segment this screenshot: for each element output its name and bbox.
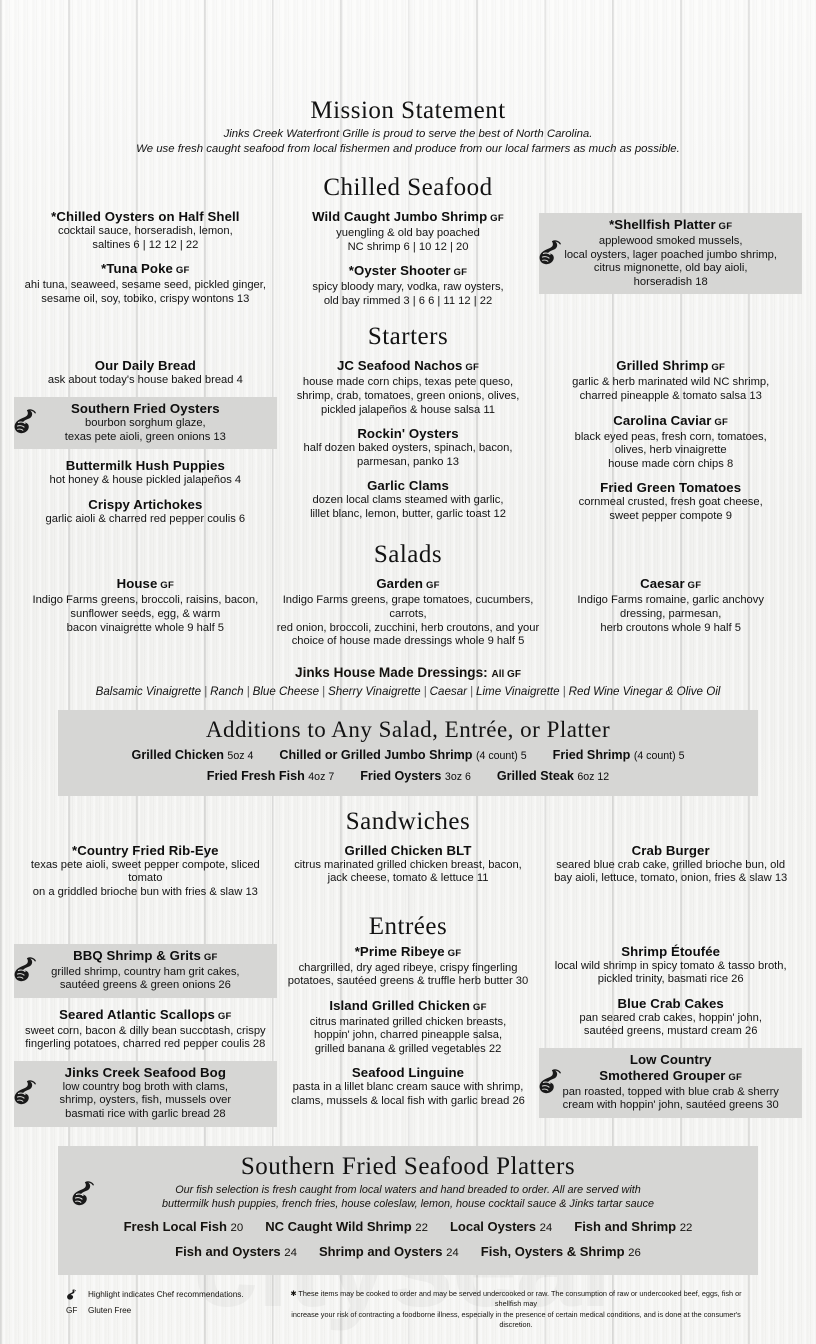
menu-item-name: Low Country Smothered Grouper GF [599, 1051, 743, 1083]
salads-col-right [539, 576, 802, 644]
menu-item-description: sweet corn, bacon & dilly bean succotash, crispy fingerling potatoes, charred red pepper coulis 28 [25, 1024, 266, 1051]
section-title-sandwiches: Sandwiches [345, 807, 471, 835]
menu-item-body [277, 358, 540, 417]
dressing-separator: | [246, 684, 250, 698]
menu-item-name: Grilled Chicken BLT [344, 842, 472, 858]
chilled-col-right [539, 209, 802, 303]
menu-item-name: *Prime Ribeye GF [354, 943, 462, 959]
chef-recommendation-shrimp-icon [70, 1180, 96, 1210]
menu-item-description: citrus marinated grilled chicken breast, bacon, jack cheese, tomato & lettuce 11 [294, 858, 522, 885]
addition-item [207, 769, 334, 783]
addition-price: 4 [247, 749, 254, 762]
platter-item [450, 1219, 552, 1234]
menu-item-name: Buttermilk Hush Puppies [65, 458, 225, 474]
dressing-separator: | [322, 684, 326, 698]
menu-item [539, 358, 802, 403]
dressing-separator: | [562, 684, 566, 698]
menu-item [277, 576, 540, 648]
chef-recommendation-shrimp-icon [12, 1079, 38, 1109]
menu-item [539, 1048, 802, 1118]
platters-title: Southern Fried Seafood Platters [240, 1152, 576, 1180]
addition-item [497, 769, 609, 783]
section-title-entrees: Entrées [368, 912, 448, 940]
menu-item-body [277, 944, 540, 989]
section-title-salads: Salads [373, 541, 443, 569]
menu-item-description: applewood smoked mussels, local oysters, lager poached jumbo shrimp, citrus mignonette, old bay aioli, horseradish 18 [564, 235, 778, 288]
sandwiches-col-center [277, 843, 540, 895]
menu-item-body [277, 843, 540, 886]
menu-item-name: Island Grilled Chicken GF [329, 997, 487, 1013]
platter-price: 24 [446, 1246, 459, 1259]
asterisk-icon: ✱ [290, 1288, 297, 1298]
menu-footer [66, 1289, 750, 1331]
platter-price: 22 [679, 1221, 693, 1234]
menu-item-body [539, 480, 802, 523]
dressings-heading-text: Jinks House Made Dressings: [295, 664, 488, 680]
dressing-option: Caesar [429, 684, 468, 698]
platter-item [265, 1219, 428, 1234]
addition-price: 5 [678, 749, 685, 762]
dressing-option: Lime Vinaigrette [476, 684, 560, 698]
salads-col-center [277, 576, 540, 657]
menu-item-body [277, 478, 540, 521]
menu-item-body [14, 358, 277, 388]
chef-recommendation-shrimp-icon [537, 239, 563, 269]
menu-item [277, 263, 540, 308]
menu-item-name: Crab Burger [631, 842, 710, 858]
platter-price: 24 [539, 1221, 553, 1234]
platter-item [124, 1219, 244, 1234]
menu-item-name: Rockin' Oysters [357, 426, 459, 442]
menu-item-name: Jinks Creek Seafood Bog [64, 1064, 226, 1080]
entrees-col-right [539, 944, 802, 1128]
starters-col-left [14, 358, 277, 535]
menu-item [539, 413, 802, 472]
menu-item-description: pasta in a lillet blanc cream sauce with shrimp, clams, mussels & local fish with garlic bread 26 [291, 1081, 525, 1108]
legend-chef-row [66, 1289, 282, 1305]
salads-col-left [14, 576, 277, 644]
menu-item-body [539, 576, 802, 635]
gluten-free-badge: GF [172, 265, 190, 277]
dressings-heading [14, 665, 802, 680]
menu-item-name: Caesar GF [640, 576, 702, 592]
addition-name: Grilled Chicken [131, 747, 228, 762]
platter-name: Fish and Oysters [175, 1243, 285, 1259]
menu-item-description: cornmeal crusted, fresh goat cheese, sweet pepper compote 9 [578, 496, 763, 522]
menu-item-body [277, 263, 540, 308]
menu-item-name: Our Daily Bread [94, 358, 196, 374]
starters-columns [14, 358, 802, 535]
menu-item [14, 576, 277, 635]
platter-name: Fish and Shrimp [574, 1218, 680, 1234]
menu-item [539, 480, 802, 523]
additions-box [58, 710, 758, 796]
addition-name: Grilled Steak [496, 768, 578, 783]
menu-item-description: bourbon sorghum glaze, texas pete aioli, green onions 13 [64, 416, 226, 443]
dressing-option: Ranch [210, 684, 244, 698]
menu-item [277, 843, 540, 886]
addition-name: Fried Oysters [360, 768, 445, 783]
addition-name: Chilled or Grilled Jumbo Shrimp [279, 747, 476, 762]
menu-item-body [14, 944, 277, 998]
platters-row-2 [68, 1240, 748, 1265]
menu-item-body [539, 213, 802, 294]
menu-item-body [539, 996, 802, 1039]
menu-item-name: Fried Green Tomatoes [600, 480, 742, 496]
menu-item [14, 1061, 277, 1127]
platter-name: Fresh Local Fish [123, 1218, 231, 1234]
menu-item-name: House GF [116, 576, 175, 592]
menu-item-description: ahi tuna, seaweed, sesame seed, pickled ginger, sesame oil, soy, tobiko, crispy wontons 13 [24, 279, 266, 305]
gluten-free-badge: GF [708, 362, 726, 374]
disclaimer-line-2: increase your risk of contracting a foodborne illness, especially in the presence of certain medical conditions, and is done at the consumer's discretion. [291, 1309, 741, 1330]
menu-item [277, 944, 540, 989]
menu-item-body [539, 1048, 802, 1118]
legend-shrimp-icon [66, 1289, 88, 1305]
entrees-col-left [14, 944, 277, 1136]
sandwiches-columns [14, 843, 802, 909]
platters-blurb [68, 1183, 748, 1211]
disclaimer-line-1 [282, 1289, 750, 1310]
menu-item [277, 358, 540, 417]
legend-gf-key: GF [66, 1305, 78, 1315]
menu-item [14, 209, 277, 252]
menu-item-description: pan seared crab cakes, hoppin' john, sautéed greens, mustard cream 26 [579, 1011, 762, 1038]
gluten-free-badge: GF [423, 580, 440, 592]
menu-item-name: Crispy Artichokes [88, 496, 203, 512]
menu-item-body [14, 261, 277, 306]
section-title-starters: Starters [367, 323, 449, 351]
menu-item [539, 576, 802, 635]
menu-item-body [14, 209, 277, 252]
menu-item-body [539, 358, 802, 403]
chef-recommendation-shrimp-icon [537, 1068, 563, 1098]
dressings-list [14, 685, 802, 698]
legend-chef-text: Highlight indicates Chef recommendations. [88, 1289, 244, 1299]
menu-item [14, 497, 277, 527]
chef-recommendation-shrimp-icon [12, 408, 38, 438]
menu-item-description: ask about today's house baked bread 4 [47, 374, 243, 387]
platter-name: Local Oysters [449, 1218, 540, 1234]
disclaimer-text-1: These items may be cooked to order and may be served undercooked or raw. The consumption of raw or undercooked beef, eggs, fish or shellfish may [298, 1288, 742, 1309]
menu-item-description: low country bog broth with clams, shrimp, oysters, fish, mussels over basmati rice with garlic bread 28 [59, 1080, 232, 1121]
menu-item-description: pan roasted, topped with blue crab & sherry cream with hoppin' john, sautéed greens 30 [562, 1085, 779, 1112]
menu-item-body [14, 397, 277, 449]
menu-item-body [277, 998, 540, 1057]
menu-item-body [277, 576, 540, 648]
footer-legend [66, 1289, 282, 1317]
menu-item-description: Indigo Farms romaine, garlic anchovy dressing, parmesan, herb croutons whole 9 half 5 [577, 594, 764, 634]
platter-name: NC Caught Wild Shrimp [265, 1218, 416, 1234]
additions-row-1 [68, 745, 748, 766]
addition-price: 7 [328, 770, 335, 783]
sandwiches-col-right [539, 843, 802, 895]
additions-title: Additions to Any Salad, Entrée, or Platter [205, 716, 611, 742]
addition-item [553, 748, 685, 762]
mission-line-2: We use fresh caught seafood from local fishermen and produce from our local farmers as much as possible. [136, 143, 680, 155]
addition-price: 5 [520, 749, 527, 762]
menu-item [539, 996, 802, 1039]
menu-item-description: dozen local clams steamed with garlic, lillet blanc, lemon, butter, garlic toast 12 [310, 494, 506, 520]
menu-item-description: Indigo Farms greens, broccoli, raisins, bacon, sunflower seeds, egg, & warm bacon vinaigrette whole 9 half 5 [32, 594, 259, 634]
platters-row-1 [68, 1215, 748, 1240]
addition-item [360, 769, 471, 783]
platter-price: 26 [628, 1246, 641, 1259]
gluten-free-badge: GF [450, 267, 468, 279]
menu-item-body [277, 426, 540, 469]
addition-price: 12 [597, 770, 610, 783]
gluten-free-badge: GF [725, 1071, 743, 1083]
mission-title: Mission Statement [310, 97, 506, 124]
additions-row-2 [68, 766, 748, 787]
menu-item [14, 944, 277, 998]
menu-item-name: *Shellfish Platter GF [609, 217, 733, 232]
platters-box [58, 1146, 758, 1275]
dressing-separator: | [470, 684, 474, 698]
menu-item-name: Blue Crab Cakes [617, 995, 724, 1011]
menu-item-description: chargrilled, dry aged ribeye, crispy fingerling potatoes, sautéed greens & truffle herb butter 30 [287, 961, 529, 988]
menu-item-body [14, 843, 277, 900]
menu-item-name: Seared Atlantic Scallops GF [59, 1006, 232, 1022]
menu-item [14, 397, 277, 449]
menu-item-description: black eyed peas, fresh corn, tomatoes, olives, herb vinaigrette house made corn chips 8 [574, 430, 767, 470]
gluten-free-badge: GF [487, 213, 504, 224]
dressing-option: Blue Cheese [252, 684, 320, 698]
menu-item-body [539, 413, 802, 472]
mission-line-1: Jinks Creek Waterfront Grille is proud to serve the best of North Carolina. [223, 128, 593, 140]
menu-item-description: grilled shrimp, country ham grit cakes, sautéed greens & green onions 26 [51, 965, 240, 992]
chilled-col-left [14, 209, 277, 315]
menu-item-description: texas pete aioli, sweet pepper compote, sliced tomato on a griddled brioche bun with fries & slaw 13 [30, 858, 260, 898]
gluten-free-badge: GF [214, 1010, 232, 1022]
menu-item-body [14, 458, 277, 488]
mission-body [14, 127, 802, 157]
addition-name: Fried Shrimp [552, 747, 634, 762]
dressing-separator: | [204, 684, 208, 698]
menu-item [539, 944, 802, 987]
dressing-option: Balsamic Vinaigrette [95, 684, 202, 698]
menu-item-name: Garden GF [376, 576, 440, 592]
menu-item-description: Indigo Farms greens, grape tomatoes, cucumbers, carrots, red onion, broccoli, zucchini, herb croutons, and your choice of house made dressings whole 9 half 5 [276, 594, 540, 648]
platter-item [481, 1244, 641, 1259]
menu-item-name: *Chilled Oysters on Half Shell [51, 209, 240, 224]
gluten-free-badge: GF [715, 221, 733, 232]
legend-gf-text: Gluten Free [88, 1305, 132, 1315]
addition-qty: 3oz [444, 770, 465, 783]
menu-item-name: Southern Fried Oysters [70, 400, 220, 416]
chef-recommendation-shrimp-icon [12, 956, 38, 986]
gluten-free-badge: GF [444, 947, 462, 959]
chilled-seafood-columns [14, 209, 802, 317]
platter-item [175, 1244, 297, 1259]
gluten-free-badge: GF [157, 580, 175, 592]
menu-item-body [277, 209, 540, 254]
starters-col-center [277, 358, 540, 530]
starters-col-right [539, 358, 802, 532]
menu-item-body [14, 497, 277, 527]
entrees-columns [14, 944, 802, 1136]
menu-item-description: yuengling & old bay poached NC shrimp 6 | 10 12 | 20 [336, 227, 480, 253]
menu-item [539, 213, 802, 294]
menu-item-name: BBQ Shrimp & Grits GF [73, 947, 218, 963]
addition-qty: (4 count) [475, 749, 521, 762]
menu-item-name: Carolina Caviar GF [613, 412, 729, 428]
gluten-free-badge: GF [470, 1001, 487, 1013]
section-title-chilled-seafood: Chilled Seafood [323, 174, 493, 201]
sandwiches-col-left [14, 843, 277, 909]
menu-item [14, 358, 277, 388]
menu-item-name: *Oyster Shooter GF [348, 263, 468, 279]
menu-item [539, 843, 802, 886]
platter-name: Shrimp and Oysters [318, 1243, 447, 1259]
addition-qty: 5oz [227, 749, 248, 762]
dressing-option: Red Wine Vinegar & Olive Oil [568, 684, 721, 698]
menu-item [14, 261, 277, 306]
menu-item-name: JC Seafood Nachos GF [336, 358, 480, 374]
menu-item [277, 426, 540, 469]
menu-item-description: garlic aioli & charred red pepper coulis 6 [45, 512, 246, 525]
platter-price: 22 [415, 1221, 428, 1234]
menu-item [277, 998, 540, 1057]
platters-blurb-line-2: buttermilk hush puppies, french fries, house coleslaw, lemon, house cocktail sauce & Jinks tartar sauce [161, 1197, 655, 1210]
platter-item [319, 1244, 459, 1259]
gluten-free-badge: GF [711, 416, 729, 428]
addition-price: 6 [464, 770, 471, 783]
dressing-option: Sherry Vinaigrette [328, 684, 421, 698]
footer-disclaimer [282, 1289, 750, 1331]
salads-columns [14, 576, 802, 657]
gluten-free-badge: GF [462, 362, 480, 374]
menu-item-name: Garlic Clams [367, 478, 449, 494]
menu-item-description: local wild shrimp in spicy tomato & tasso broth, pickled trinity, basmati rice 26 [554, 959, 787, 986]
menu-item-description: garlic & herb marinated wild NC shrimp, charred pineapple & tomato salsa 13 [572, 376, 770, 402]
platter-price: 20 [230, 1221, 244, 1234]
gluten-free-badge: GF [684, 580, 702, 592]
menu-item-body [539, 944, 802, 987]
menu-item-name: *Country Fried Rib-Eye [72, 842, 219, 858]
legend-gf-row [66, 1305, 282, 1317]
menu-item-description: seared blue crab cake, grilled brioche bun, old bay aioli, lettuce, tomato, onion, fries & slaw 13 [554, 858, 788, 885]
menu-item-body [14, 1061, 277, 1127]
platter-name: Fish, Oysters & Shrimp [480, 1243, 629, 1259]
menu-item-description: house made corn chips, texas pete queso, shrimp, crab, tomatoes, green onions, olives, pickled jalapeños & house salsa 11 [296, 376, 520, 416]
chilled-col-center [277, 209, 540, 317]
menu-item-body [14, 1007, 277, 1052]
menu-item [277, 1065, 540, 1108]
platter-price: 24 [284, 1246, 297, 1259]
menu-item-description: cocktail sauce, horseradish, lemon, saltines 6 | 12 12 | 22 [57, 225, 233, 251]
menu-item [14, 458, 277, 488]
menu-item-name: Seafood Linguine [351, 1065, 465, 1081]
menu-item-description: hot honey & house pickled jalapeños 4 [49, 474, 242, 487]
dressings-all-gf: All GF [491, 668, 521, 680]
menu-item-name: Grilled Shrimp GF [616, 358, 726, 374]
menu-item [277, 209, 540, 254]
menu-item-description: citrus marinated grilled chicken breasts, hoppin' john, charred pineapple salsa, grilled banana & grilled vegetables 22 [309, 1015, 507, 1055]
menu-item-description: spicy bloody mary, vodka, raw oysters, old bay rimmed 3 | 6 6 | 11 12 | 22 [312, 281, 504, 307]
menu-item-body [277, 1065, 540, 1108]
addition-item [132, 748, 254, 762]
platter-item [574, 1219, 692, 1234]
menu-item-name: Wild Caught Jumbo Shrimp GF [312, 209, 504, 224]
addition-qty: (4 count) [633, 749, 679, 762]
addition-item [279, 748, 526, 762]
menu-item-body [14, 576, 277, 635]
gluten-free-badge: GF [200, 951, 218, 963]
addition-qty: 4oz [308, 770, 329, 783]
menu-item [14, 1007, 277, 1052]
platters-blurb-line-1: Our fish selection is fresh caught from local waters and hand breaded to order. All are served with [175, 1183, 641, 1196]
menu-item-name: Shrimp Étoufée [621, 943, 721, 959]
dressing-separator: | [423, 684, 427, 698]
menu-item [277, 478, 540, 521]
menu-item-description: half dozen baked oysters, spinach, bacon, parmesan, panko 13 [303, 442, 513, 468]
menu-item-body [539, 843, 802, 886]
menu-item [14, 843, 277, 900]
entrees-col-center [277, 944, 540, 1118]
addition-qty: 6oz [577, 770, 598, 783]
addition-name: Fried Fresh Fish [206, 768, 309, 783]
menu-item-name: *Tuna Poke GF [101, 261, 190, 277]
